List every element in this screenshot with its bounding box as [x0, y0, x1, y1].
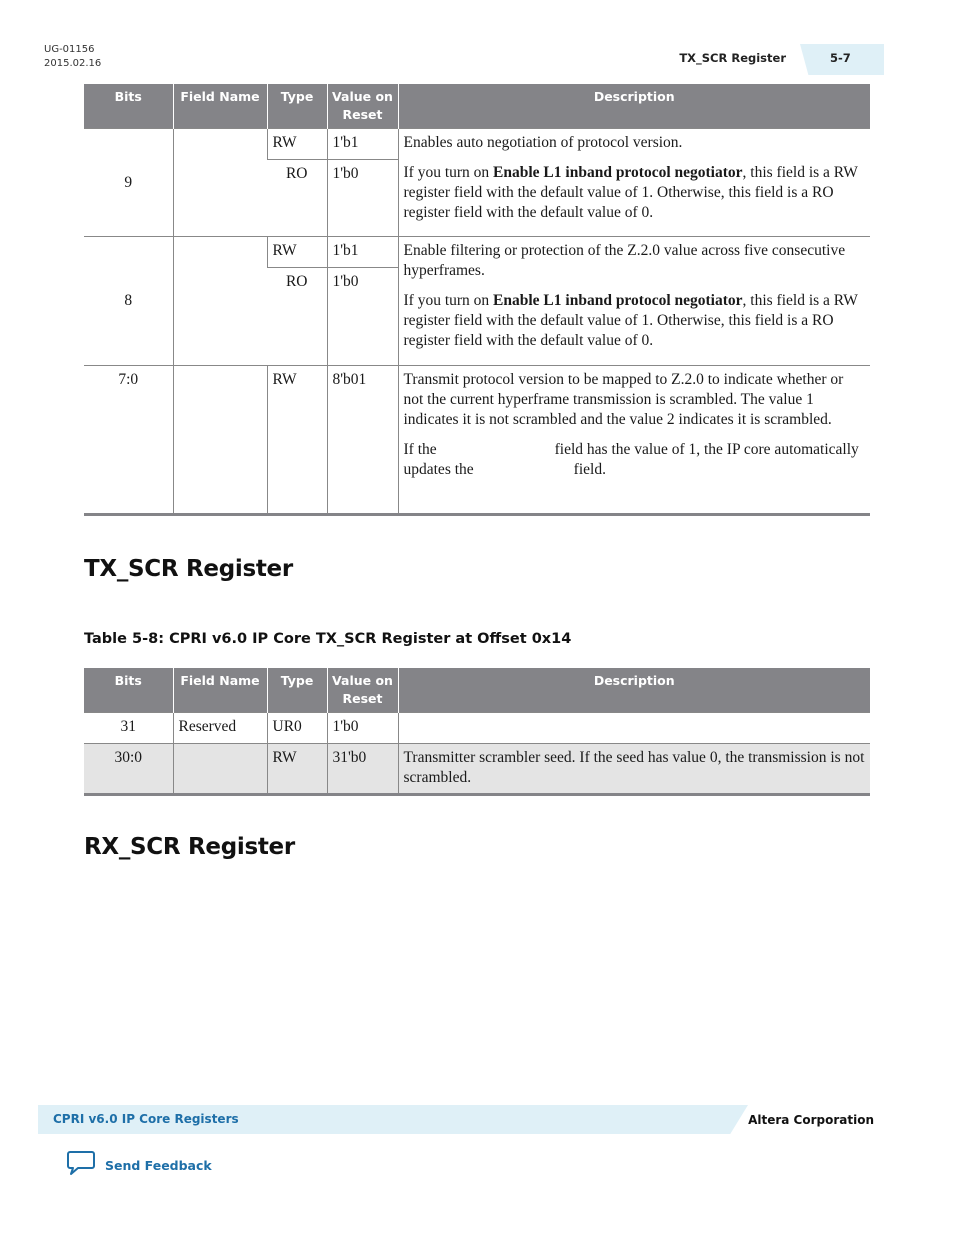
speech-bubble-icon — [66, 1150, 96, 1180]
col-header-reset: Value on Reset — [327, 668, 398, 713]
doc-number: UG-01156 — [44, 44, 95, 55]
send-feedback-link[interactable] — [66, 1150, 212, 1180]
table-row — [84, 237, 870, 268]
cell-description — [398, 237, 870, 366]
cell-reset: 31'b0 — [327, 744, 398, 795]
cell-type: UR0 — [267, 713, 327, 744]
section-heading-tx-scr: TX_SCR Register — [84, 556, 293, 582]
cell-reset: 8'b01 — [327, 366, 398, 515]
table-row — [84, 129, 870, 160]
page-number: 5-7 — [830, 51, 851, 65]
cell-description — [398, 366, 870, 515]
col-header-field-name: Field Name — [173, 668, 267, 713]
cell-bits: 8 — [84, 237, 173, 366]
description-text: , this field is a RW register field with the default value of 1. Otherwise, this field is a RO register field with the default value of 0. — [403, 164, 858, 221]
description-text: field has the value of 1, the IP core automatically updates the — [403, 441, 859, 478]
table-header-row — [84, 668, 870, 713]
description-text: , this field is a RW register field with the default value of 1. Otherwise, this field is a RO register field with the default value of 0. — [403, 292, 858, 349]
description-text: field. — [573, 461, 606, 478]
col-header-bits: Bits — [84, 668, 173, 713]
cell-type: RO — [267, 268, 327, 366]
cell-reset: 1'b0 — [327, 160, 398, 237]
cell-description — [398, 129, 870, 237]
table-row — [84, 744, 870, 795]
cell-field-name — [173, 366, 267, 515]
cell-field-name: Reserved — [173, 713, 267, 744]
table-row — [84, 713, 870, 744]
col-header-reset: Value on Reset — [327, 84, 398, 129]
col-header-bits: Bits — [84, 84, 173, 129]
cell-field-name — [173, 237, 267, 366]
description-text: If you turn on — [403, 164, 494, 181]
col-header-field-name: Field Name — [173, 84, 267, 129]
table-row — [84, 366, 870, 515]
document-id — [44, 43, 101, 71]
col-header-description: Description — [398, 668, 870, 713]
cell-description: Transmitter scrambler seed. If the seed has value 0, the transmission is not scrambled. — [398, 744, 870, 795]
description-paragraph: Enable filtering or protection of the Z.2.0 value across five consecutive hyperframes. — [403, 242, 846, 279]
description-paragraph — [404, 440, 866, 480]
tx-scr-register-table — [84, 668, 870, 796]
cell-field-name — [173, 744, 267, 795]
cell-bits: 31 — [84, 713, 173, 744]
register-table-continued — [84, 84, 870, 516]
description-bold-text: Enable L1 inband protocol negotiator — [493, 292, 743, 309]
running-header-title: TX_SCR Register — [679, 51, 786, 65]
doc-date: 2015.02.16 — [44, 58, 102, 69]
cell-bits: 30:0 — [84, 744, 173, 795]
cell-bits: 7:0 — [84, 366, 173, 515]
cell-type: RW — [267, 744, 327, 795]
cell-reset: 1'b0 — [327, 713, 398, 744]
cell-reset: 1'b0 — [327, 268, 398, 366]
cell-bits: 9 — [84, 129, 173, 237]
cell-reset: 1'b1 — [327, 129, 398, 160]
description-paragraph — [404, 163, 866, 223]
cell-field-name — [173, 129, 267, 237]
footer-section-link[interactable]: CPRI v6.0 IP Core Registers — [53, 1112, 239, 1126]
send-feedback-label: Send Feedback — [105, 1157, 212, 1173]
footer-company: Altera Corporation — [748, 1113, 874, 1127]
description-text: If you turn on — [403, 292, 494, 309]
description-paragraph: Transmit protocol version to be mapped to Z.2.0 to indicate whether or not the current hyperframe transmission is scrambled. The value 1 indicates it is not scrambled and the value 2 indicates it is scrambled. — [403, 371, 844, 428]
description-text: If the — [403, 441, 437, 458]
table-caption: Table 5-8: CPRI v6.0 IP Core TX_SCR Register at Offset 0x14 — [84, 631, 572, 647]
cell-reset: 1'b1 — [327, 237, 398, 268]
col-header-description: Description — [398, 84, 870, 129]
col-header-type: Type — [267, 668, 327, 713]
cell-type: RW — [267, 237, 327, 268]
description-paragraph: Enables auto negotiation of protocol version. — [403, 134, 683, 151]
description-bold-text: Enable L1 inband protocol negotiator — [493, 164, 743, 181]
description-paragraph — [404, 291, 866, 351]
col-header-type: Type — [267, 84, 327, 129]
cell-description — [398, 713, 870, 744]
cell-type: RO — [267, 160, 327, 237]
cell-type: RW — [267, 366, 327, 515]
table-header-row — [84, 84, 870, 129]
section-heading-rx-scr: RX_SCR Register — [84, 834, 295, 860]
cell-type: RW — [267, 129, 327, 160]
